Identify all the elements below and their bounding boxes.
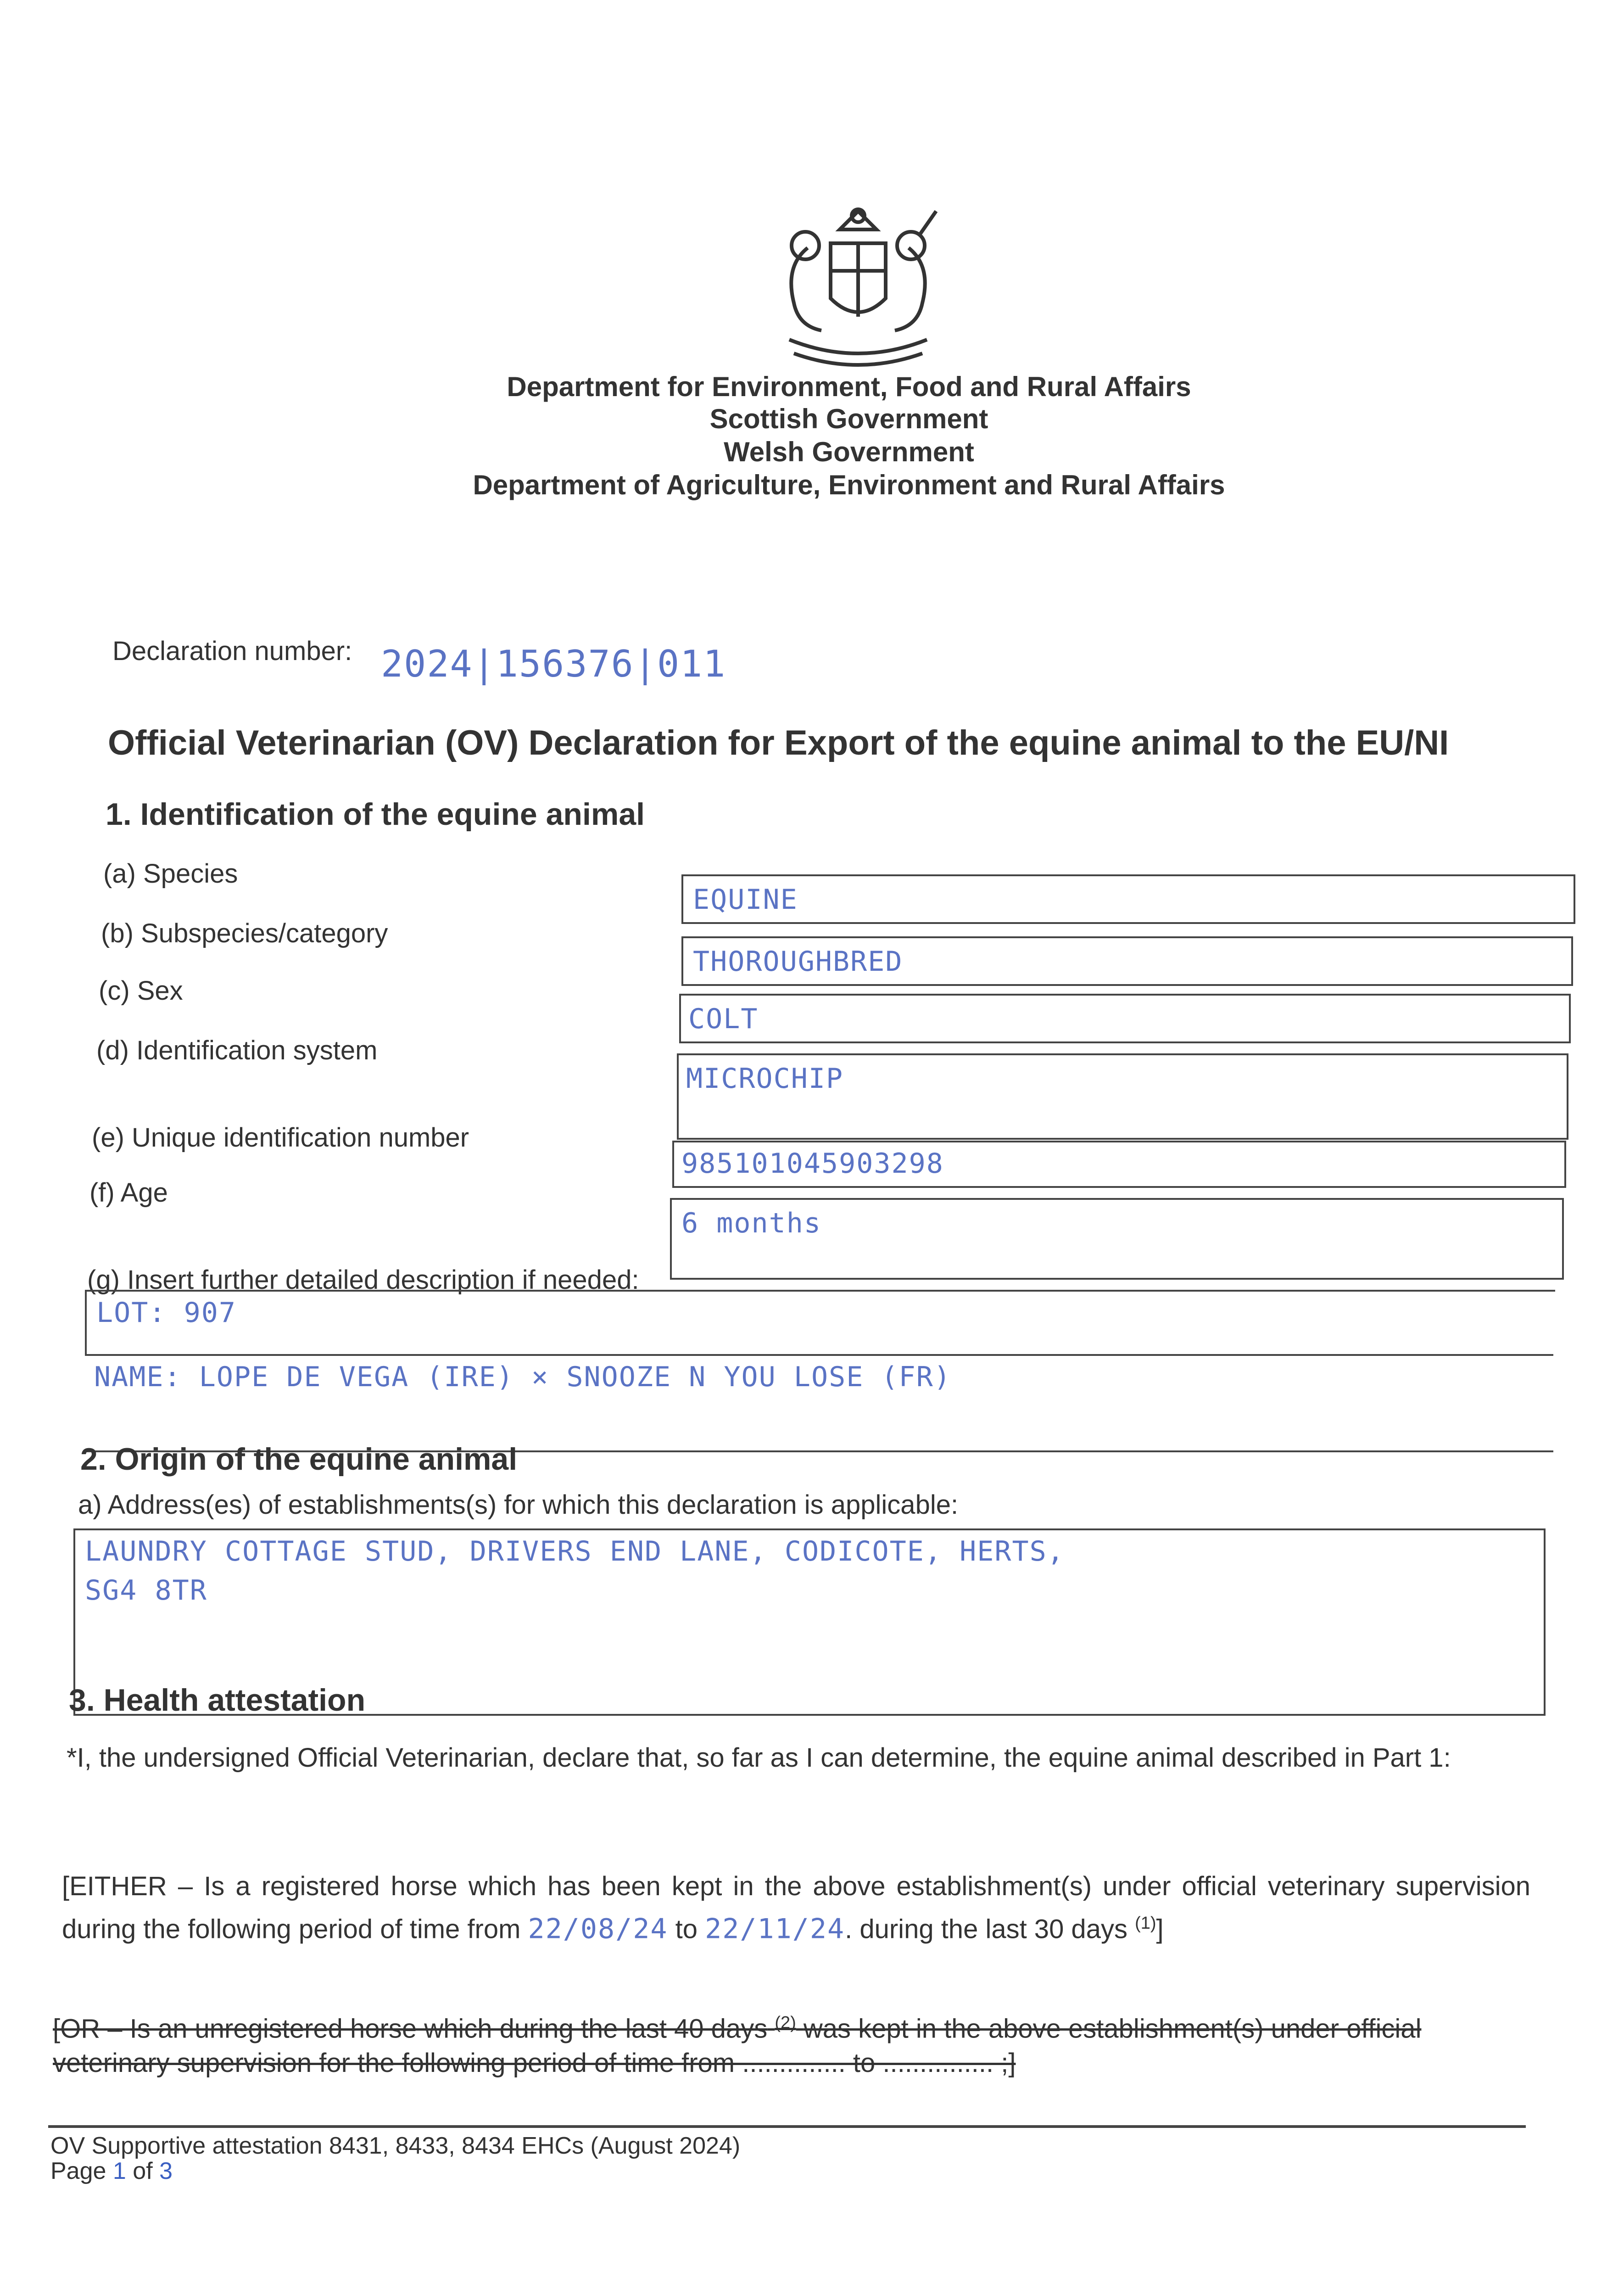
either-clause — [62, 1868, 1530, 1948]
further-description-lot: LOT: 907 — [96, 1297, 236, 1329]
address-line-1: LAUNDRY COTTAGE STUD, DRIVERS END LANE, CODICOTE, HERTS, — [85, 1535, 1065, 1567]
section-1-heading: 1. Identification of the equine animal — [106, 797, 645, 832]
footer-page-current: 1 — [112, 2158, 126, 2184]
page-title: Official Veterinarian (OV) Declaration for Export of the equine animal to the EU/NI — [108, 723, 1449, 762]
field-label-uid: (e) Unique identification number — [92, 1123, 469, 1153]
further-description-label: (g) Insert further detailed description if needed: — [87, 1265, 639, 1295]
or-clause-text: [OR – Is an unregistered horse which during the last 40 days — [53, 2014, 768, 2044]
royal-coat-of-arms-icon — [753, 202, 964, 376]
field-value-age: 6 months — [681, 1207, 821, 1239]
field-box-sex — [679, 994, 1571, 1043]
section-3-heading: 3. Health attestation — [69, 1683, 366, 1718]
field-label-id-system: (d) Identification system — [96, 1036, 378, 1065]
either-clause-tail: . during the last 30 days — [845, 1914, 1127, 1944]
footer-page-word: Page — [50, 2158, 106, 2184]
field-label-sex: (c) Sex — [99, 976, 183, 1006]
footer-rule — [48, 2125, 1526, 2128]
field-value-species: EQUINE — [693, 884, 798, 916]
footer-page-number — [50, 2157, 173, 2185]
declaration-number: 2024|156376|011 — [381, 643, 726, 685]
field-label-subspecies: (b) Subspecies/category — [101, 918, 388, 948]
either-to-word: to — [675, 1914, 698, 1944]
declaration-label: Declaration number: — [112, 636, 352, 666]
field-value-sex: COLT — [688, 1003, 759, 1035]
section-2-heading: 2. Origin of the equine animal — [80, 1442, 518, 1477]
further-description-box — [85, 1290, 1555, 1356]
address-line-2: SG4 8TR — [85, 1574, 207, 1606]
or-clause-tail: was kept in the above establishment(s) under official veterinary supervision for the following period of time from .............. to ............... ;] — [53, 2014, 1422, 2078]
further-description-name: NAME: LOPE DE VEGA (IRE) × SNOOZE N YOU LOSE (FR) — [94, 1361, 952, 1393]
either-close: ] — [1156, 1914, 1164, 1944]
further-description-divider — [85, 1354, 1553, 1356]
field-label-species: (a) Species — [103, 859, 238, 889]
field-value-uid: 985101045903298 — [681, 1148, 944, 1180]
footer-attestation: OV Supportive attestation 8431, 8433, 8434 EHCs (August 2024) — [50, 2133, 741, 2159]
field-value-id-system: MICROCHIP — [686, 1063, 844, 1095]
header-dept-scottish: Scottish Government — [709, 403, 988, 434]
health-declaration-text: *I, the undersigned Official Veterinarian, declare that, so far as I can determine, the equine animal described in Part 1: — [67, 1743, 1451, 1773]
field-value-subspecies: THOROUGHBRED — [693, 946, 903, 978]
address-label: a) Address(es) of establishments(s) for which this declaration is applicable: — [78, 1490, 959, 1520]
either-clause-text: [EITHER – Is a registered horse which has been kept in the above establishment(s) under official veterinary supervision during the following period of time from — [62, 1871, 1530, 1944]
header-dept-defra: Department for Environment, Food and Rural Affairs — [507, 371, 1191, 402]
or-clause — [53, 2006, 1530, 2080]
field-label-age: (f) Age — [89, 1178, 168, 1208]
footer-of-word: of — [133, 2158, 153, 2184]
either-from-date: 22/08/24 — [528, 1913, 668, 1945]
or-footnote: (2) — [775, 2013, 796, 2032]
either-to-date: 22/11/24 — [705, 1913, 845, 1945]
header-dept-welsh: Welsh Government — [724, 437, 974, 467]
footer-page-total: 3 — [159, 2158, 173, 2184]
either-footnote: (1) — [1135, 1914, 1156, 1933]
header-dept-daera: Department of Agriculture, Environment and Rural Affairs — [473, 470, 1225, 500]
field-box-species — [681, 874, 1575, 924]
